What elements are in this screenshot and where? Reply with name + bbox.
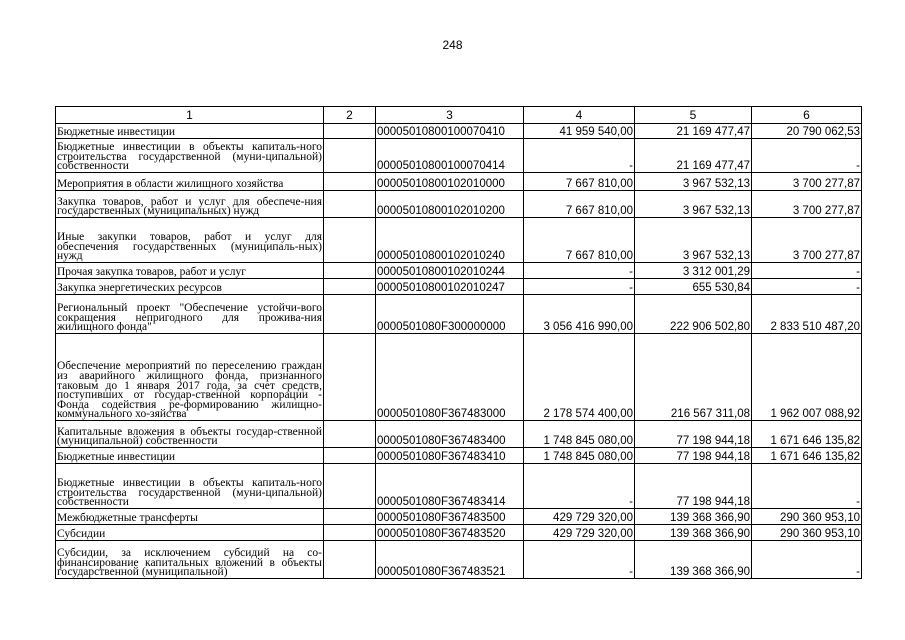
column-6-value-cell: 290 360 953,10 [752,525,862,541]
table-row [56,464,862,509]
item-name-cell: Закупка энергетических ресурсов [56,279,324,295]
column-5-value-cell: 3 967 532,13 [635,191,752,218]
item-name-cell: Прочая закупка товаров, работ и услуг [56,263,324,279]
column-2-cell [324,509,376,525]
table-row [56,334,862,421]
column-header: 4 [524,107,635,124]
column-2-cell [324,334,376,421]
budget-code-cell: 0000501080F367483521 [376,541,524,579]
column-6-value-cell: 3 700 277,87 [752,173,862,191]
column-2-cell [324,279,376,295]
column-header: 2 [324,107,376,124]
column-5-value-cell: 21 169 477,47 [635,124,752,139]
table-row [56,448,862,464]
column-6-value-cell: - [752,139,862,173]
column-2-cell [324,448,376,464]
column-2-cell [324,525,376,541]
column-5-value-cell: 3 967 532,13 [635,218,752,263]
column-6-value-cell: - [752,263,862,279]
table-row [56,509,862,525]
column-4-value-cell: 7 667 810,00 [524,218,635,263]
column-5-value-cell: 655 530,84 [635,279,752,295]
column-5-value-cell: 139 368 366,90 [635,525,752,541]
table-row [56,421,862,448]
budget-code-cell: 0000501080F367483410 [376,448,524,464]
item-name-cell: Бюджетные инвестиции [56,124,324,139]
table-row [56,218,862,263]
table-row [56,139,862,173]
item-name-cell: Закупка товаров, работ и услуг для обеспече-ния государственных (муниципальных) нужд [56,191,324,218]
column-5-value-cell: 222 906 502,80 [635,295,752,334]
column-5-value-cell: 3 967 532,13 [635,173,752,191]
column-4-value-cell: 429 729 320,00 [524,525,635,541]
budget-code-cell: 00005010800102010240 [376,218,524,263]
column-4-value-cell: - [524,279,635,295]
column-header: 5 [635,107,752,124]
budget-code-cell: 00005010800102010244 [376,263,524,279]
column-4-value-cell: 429 729 320,00 [524,509,635,525]
column-5-value-cell: 77 198 944,18 [635,421,752,448]
column-5-value-cell: 139 368 366,90 [635,541,752,579]
column-6-value-cell: 3 700 277,87 [752,191,862,218]
header-row [56,107,862,124]
column-6-value-cell: 20 790 062,53 [752,124,862,139]
column-4-value-cell: - [524,139,635,173]
column-header: 1 [56,107,324,124]
table-row [56,295,862,334]
column-2-cell [324,464,376,509]
column-4-value-cell: 7 667 810,00 [524,173,635,191]
item-name-cell: Межбюджетные трансферты [56,509,324,525]
column-5-value-cell: 3 312 001,29 [635,263,752,279]
table-row [56,124,862,139]
column-2-cell [324,191,376,218]
column-6-value-cell: 290 360 953,10 [752,509,862,525]
table-row [56,191,862,218]
column-4-value-cell: 2 178 574 400,00 [524,334,635,421]
table-row [56,279,862,295]
item-name-cell: Бюджетные инвестиции [56,448,324,464]
column-6-value-cell: 1 962 007 088,92 [752,334,862,421]
table-row [56,173,862,191]
column-4-value-cell: 1 748 845 080,00 [524,448,635,464]
budget-execution-table [55,106,862,579]
budget-code-cell: 00005010800100070410 [376,124,524,139]
budget-code-cell: 0000501080F367483500 [376,509,524,525]
column-2-cell [324,263,376,279]
item-name-cell: Мероприятия в области жилищного хозяйства [56,173,324,191]
column-4-value-cell: 1 748 845 080,00 [524,421,635,448]
column-5-value-cell: 139 368 366,90 [635,509,752,525]
column-5-value-cell: 21 169 477,47 [635,139,752,173]
budget-code-cell: 00005010800100070414 [376,139,524,173]
column-6-value-cell: 1 671 646 135,82 [752,448,862,464]
column-2-cell [324,421,376,448]
item-name-cell: Капитальные вложения в объекты государ-ственной (муниципальной) собственности [56,421,324,448]
budget-code-cell: 00005010800102010000 [376,173,524,191]
column-6-value-cell: - [752,541,862,579]
item-name-cell: Бюджетные инвестиции в объекты капиталь-ного строительства государственной (муни-ципальной) собственности [56,464,324,509]
column-6-value-cell: 2 833 510 487,20 [752,295,862,334]
column-2-cell [324,173,376,191]
budget-code-cell: 0000501080F300000000 [376,295,524,334]
column-2-cell [324,139,376,173]
table-row [56,525,862,541]
item-name-cell: Субсидии, за исключением субсидий на со-финансирование капитальных вложений в объекты государственной (муниципальной) [56,541,324,579]
column-6-value-cell: 3 700 277,87 [752,218,862,263]
table-row [56,263,862,279]
item-name-cell: Бюджетные инвестиции в объекты капиталь-ного строительства государственной (муни-ципальной) собственности [56,139,324,173]
column-4-value-cell: 3 056 416 990,00 [524,295,635,334]
column-6-value-cell: 1 671 646 135,82 [752,421,862,448]
column-5-value-cell: 77 198 944,18 [635,448,752,464]
page-number: 248 [442,38,463,52]
column-2-cell [324,218,376,263]
item-name-cell: Обеспечение мероприятий по переселению граждан из аварийного жилищного фонда, признанного таковым до 1 января 2017 года, за счет средств, поступивших от государ-ственной корпорации - Фонда содействия ре-формированию жилищно-коммунального хо-зяйства [56,334,324,421]
budget-code-cell: 00005010800102010247 [376,279,524,295]
budget-code-cell: 0000501080F367483414 [376,464,524,509]
column-6-value-cell: - [752,464,862,509]
item-name-cell: Региональный проект "Обеспечение устойчи-вого сокращения непригодного для прожива-ния жилищного фонда" [56,295,324,334]
column-header: 3 [376,107,524,124]
item-name-cell: Субсидии [56,525,324,541]
column-header: 6 [752,107,862,124]
budget-code-cell: 0000501080F367483000 [376,334,524,421]
column-2-cell [324,295,376,334]
column-6-value-cell: - [752,279,862,295]
column-4-value-cell: - [524,541,635,579]
column-5-value-cell: 77 198 944,18 [635,464,752,509]
budget-code-cell: 0000501080F367483400 [376,421,524,448]
column-4-value-cell: - [524,263,635,279]
table-row [56,541,862,579]
column-4-value-cell: 7 667 810,00 [524,191,635,218]
budget-code-cell: 0000501080F367483520 [376,525,524,541]
column-5-value-cell: 216 567 311,08 [635,334,752,421]
budget-code-cell: 00005010800102010200 [376,191,524,218]
column-2-cell [324,541,376,579]
item-name-cell: Иные закупки товаров, работ и услуг для обеспечения государственных (муниципаль-ных) нужд [56,218,324,263]
column-4-value-cell: 41 959 540,00 [524,124,635,139]
column-4-value-cell: - [524,464,635,509]
column-2-cell [324,124,376,139]
